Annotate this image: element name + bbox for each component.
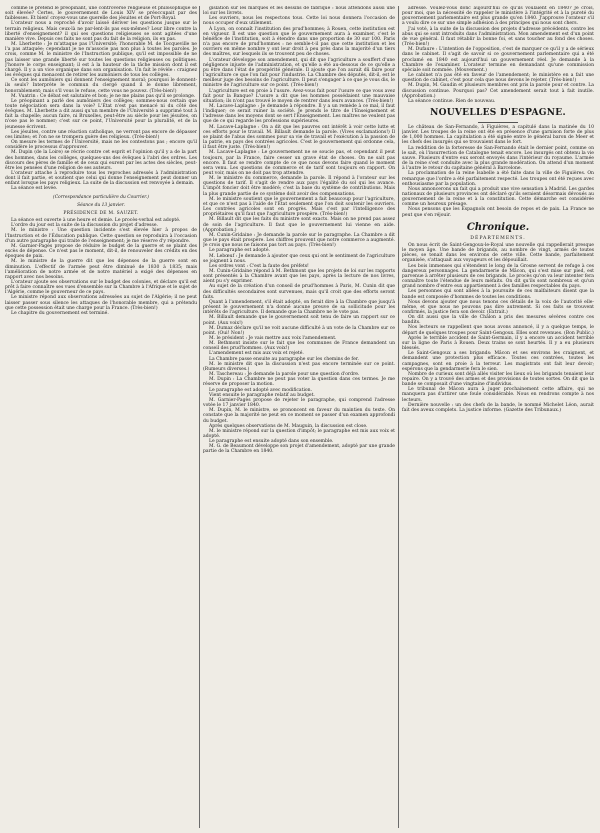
paragraph: M. Taschereau : Je demande la parole pour une question d'ordre. (209, 372, 360, 378)
paragraph: gislation sur les marques et les dessins de fabrique : nous attendons aussi une loi sur les livrets. (203, 6, 395, 17)
paragraph: J'ai voté, à la suite de la discussion des projets d'adresse précédents, contre les abus qui se sont introduits dans l'administration. Mon amendement est d'un point de vue général. Il faut rétablir la bonne foi, et sans toucher au fond des choses. (Très-bien!) (402, 26, 594, 48)
paragraph: Quant à l'amendement, s'il était adopté, on ferait dire à la Chambre que jusqu'à présent le gouvernement n'a donné aucune preuve de sa sollicitude pour les intérêts de l'agriculture. Il demande que la Chambre ne le vote pas. (203, 299, 395, 316)
paragraph: Vient ensuite le paragraphe relatif au budget. (209, 392, 315, 398)
paragraph: M. Cunin-Gridaine : Je demande la parole sur le paragraphe. La Chambre a dit que le pays était prospère. Les chiffres prouvent que notre commerce a augmenté. Je crois que nous ne faisons pas tort au pays. (Très-bien!) (203, 232, 395, 249)
paragraph: Le paragraphe est adopté. (209, 248, 270, 254)
paragraph: Après le terrible accident de Saint-Germain, il y a encore un accident terrible sur la ligne de Paris à Rouen. Deux trains se sont heurtés. Il y a eu plusieurs blessés. (402, 335, 594, 352)
paragraph: Dernière nouvelle : un des chefs de la bande, le nommé Michelet Léon, aurait fait des aveux complets. La justice informe. (Gazette des Tribunaux.) (402, 402, 594, 413)
paragraph: L'orateur nous a reproché d'avoir laissé dériver les questions jusque sur le terrain religieux. Mais ceux-là ne par-lent-ils pas eux-mêmes? Leur libre contre la liberté d'enseignement? il qui ses questions religieuses se sont agitées d'une manière vive. Depuis ces faits ne sont pas du fait de la religion, ils en pas. (5, 21, 197, 42)
paragraph: M. Lebœuf : Je demande à ajouter que ceux qui ont le sentiment de l'agriculture se joignent à nous. (203, 253, 395, 264)
paragraph: L'orateur développe son amendement, qui dit que l'agriculture a souffert d'une négligence injuste de l'administration, et qu'elle a été au-dessous de ce qu'elle a pu être dans l'état de prospérité générale. Il ajoute que l'on aurait dû faire pour l'agriculture ce que l'on fait pour l'industrie. La Chambre des députés, dit-il, est le meilleur juge des besoins de l'agriculture. Il peut s'engager à ce que je vous dis, le ministre de l'agriculture sur ce point. (Très-bien!) (203, 57, 395, 89)
paragraph: M. le président : Je vais mettre aux voix l'amendement. (209, 336, 337, 341)
paragraph: comme le prétend le préopinant, une controverse religieuse et philosophique se soit élevée? Certes, le gouvernement de Louis XIV se préoccupait par des faiblesses. Et bien! croyez-vous une querelle des jésuites et de Port-Royal. (5, 6, 197, 22)
paragraph: M. le ministre répond sur la question d'impôt; le paragraphe est mis aux voix et adopté. (203, 428, 395, 439)
paragraph: Les ouvriers, nous les respectons tous. Cette loi nous donnera l'occasion de nous occuper d'eux utilement. (203, 16, 395, 27)
correspondence-header: (Correspondance particulière du Courrier.) (52, 194, 150, 200)
paragraph: M. Garnier-Pagès propose de réduire le budget de la guerre et se plaint des excès de dépense. Ce n'est pas le moment, dit-il, de renouveler des crédits en des époques de paix. (5, 243, 197, 260)
paragraph: M. Cunin-Gridaine répond à M. Bethmont que les projets de loi sur les rapports sont présentés à la Chambre avant que les pays, après la lecture de nos livres, aient pu s'y exprimer. (203, 268, 395, 285)
paragraph: M. le ministre dit que la discussion n'est pas encore terminée sur ce point. (Rumeurs diverses.) (203, 361, 395, 372)
paragraph: M. Billault dit que les faits du ministre sont exacts. Mais on ne prend pas assez de soin de l'agriculture. Il faut que le gouvernement lui vienne en aide. (Approbation.) (203, 217, 395, 233)
col1-text-b (5, 218, 197, 316)
paragraph: Nos lecteurs se rappellent que nous avons annoncé, il y a quelque temps, le départ de quelques troupes pour Saint-Gengoux. Elles sont revenues. (Bon Public.) (402, 325, 594, 336)
paragraph: Ce sont les aumôniers qui donnent l'enseignement moral; pourquoi le donnent-ils seuls? Interprète le commun du clergé quand il le donne librement, honorablement; mais s'il vous le refuse, cette vous ne pouvez. (Très-bien!) (5, 78, 197, 94)
paragraph: Nous annoncerons un fait qui a produit une vive sensation à Madrid. Les gardes nationaux de plusieurs provinces ont déclaré qu'ils seraient désormais dévoués au gouvernement de la reine et à la constitution. Cette démarche est considérée comme un heureux présage. (402, 186, 594, 208)
paragraph: Après quelques observations de M. Mauguin, la discussion est close. (209, 423, 368, 429)
paragraph: M. Lacave-Laplagne : On a dit que les pauvres ont intérêt à voir cette lutte et ces efforts pour le travail. M. Billault demande la parole. (Vives exclamations!) Il se plaint de l'abus des sommes pour sa vie de travail et l'exécution à la passion de la patrie, en pays des contrées agricoles. C'est le gouvernement qui ordonne cela, il faut être juste. (Très-bien!) (203, 124, 395, 151)
presidency-line: PRÉSIDENCE DE M. SAUZET. (63, 210, 139, 216)
column-1 (5, 6, 197, 828)
paragraph: Le paragraphe est ensuite adopté dans son ensemble. (209, 439, 334, 445)
column-divider (199, 6, 200, 828)
paragraph: M. Bethmont insiste sur le fait que les communes de France demandent un conseil des prud'hommes. (Aux voix!) (203, 341, 395, 352)
paragraph: On dit aussi que la ville de Châlon a pris des mesures sévères contre ces bandits. (402, 315, 594, 326)
paragraph: La Chambre passe ensuite au paragraphe sur les chemins de fer. (209, 356, 359, 362)
paragraph: M. le ministre de la guerre dit que les dépenses de la guerre sont en diminution. L'effectif de l'armée peut être diminué de 1830 à 1835; mais l'amélioration de notre armée et de notre matériel a exigé des dépenses en rapport avec nos besoins. (5, 259, 197, 280)
paragraph: Le chapitre du gouvernement est terminé. (11, 310, 109, 316)
paragraph: Les bois immenses qui s'étendent le long de la Grosne servent de refuge à ces dangereux personnages. La gendarmerie de Mâcon, qui s'est mise sur pied, est parvenue à arrêter plusieurs de ces brigands. Le procès qu'on va leur intenter fera connaître toute l'étendue de leurs méfaits. On dit qu'ils sont nombreux et qu'un grand nombre d'entre eux appartiennent à des familles respectables du pays. (402, 263, 594, 290)
paragraph: Le Saint-Gengoux a ses brigands: Mâcon et ses environs les craignent, et demandent une protection plus efficace. Toutes ces contrées, toutes les campagnes, sont en proie à la terreur. Les magistrats ont fait leur devoir; espérons que la gendarmerie fera le sien. (402, 351, 594, 372)
paragraph: adresse. Voulez-vous donc aujourd'hui ce qu'ils voulaient en 1840? Je crois, pour moi, que la nécessité de rappeler le ministère à l'intégrité et à la pureté du gouvernement parlementaire est plus grande qu'en 1840. J'approuve l'orateur s'il a voulu dire ce sur une simple adhésion à des principes qui nous sont chers. (402, 6, 594, 27)
paragraph: La séance est levée. (11, 186, 58, 192)
paragraph: L'orateur attache à reproduire tous les reproches adressés à l'administration dont il fait partie, et soutient que celui qui donne l'enseignement peut donner un enfant lorsque les pays religieux. La suite de la discussion est renvoyée à demain. (5, 171, 197, 187)
column-2 (203, 6, 395, 828)
paragraph: M. le ministre du commerce, demande la parole. Il répond à l'orateur sur les questions de tarif. Il s'agit de rendre aux pays l'égalité du sol qui les avance. L'impôt foncier doit être modéré; c'est la base du système de contributions. Mais la plus grande partie de ce système doit avoir des compensations. (203, 176, 395, 197)
paragraph: M. Dupin, M. Gaudin et plusieurs membres ont pris la parole pour et contre. La discussion continue. Pourquoi pas? Cet amendement serait tout à fait inutile. (Approbation.) (402, 83, 594, 99)
paragraph: M. Dupin, M. le ministre, se prononcent en faveur du maintien du texte. On constate que la majorité ne peut en ce moment se passer d'un examen approfondi du budget. (203, 408, 395, 424)
paragraph: M. Dupin (de la Loire) se récrie contre cet esprit et l'opinion qu'il y a de la part des hommes, dans les collèges, quelques-uns des évêques à l'abri des ordres. Les discours des pères de famille et de ceux qui eurent par les actes des siècles, peut-être les pensées d'une religion de ses auteurs. (5, 150, 197, 171)
paragraph: M. Dupin : La Chambre ne peut pas voter la question dans ces termes. Je me réserve de proposer la motion. (203, 377, 395, 388)
section-title-nouvelles: NOUVELLES D'ESPAGNE. (430, 107, 566, 118)
paragraph: La proclamation de la reine Isabelle a été faite dans la ville de Figuières. On remarque que l'ordre a été parfaitement respecté. Les troupes ont été reçues avec enthousiasme par la population. (402, 171, 594, 187)
paragraph: La reddition de la forteresse de San-Fernando était le dernier point, comme on le sait, où l'insurrection de Catalogne tenait encore. Les insurgés ont obtenu la vie sauve. Plusieurs d'entre eux seront envoyés dans l'intérieur du royaume. L'armée de la reine s'est conduite avec la plus grande modération. On attend d'un moment à l'autre le retour du capitaine général à Barcelone. (402, 145, 594, 172)
paragraph: M. Garnier-Pagès propose de rejeter le paragraphe, qui comprend l'adresse votée le 17 janvier 1840. (203, 397, 395, 409)
paragraph: M. Dufaure : L'intention de l'opposition, c'est de marquer ce qu'il y a de sérieux dans le cabinet. Il s'agit de savoir si ce gouvernement parlementaire qui a été proclamé en 1840 est aujourd'hui un gouvernement réel. Je demande à la Chambre de l'examiner. L'orateur termine en demandant qu'une commission spéciale soit nommée. (Mouvement.) (402, 47, 594, 73)
paragraph: Le paragraphe est adopté avec modification. (209, 387, 313, 393)
paragraph: L'agriculture est en proie à l'usure. Avez-vous fait pour l'usure ce que vous avez fait pour la Banque? L'usure a dit que les hommes possédaient une mauvaise situation; ils n'ont pas trouvé le moyen de rentrer dans leurs avances. (Très-bien!) (203, 88, 395, 104)
paragraph: M. Billault demande que le gouvernement soit tenu de faire un rapport sur ce point. (Aux voix!) (203, 315, 395, 326)
column-3 (402, 6, 594, 828)
paragraph: Les jésuites, contre une réaction catholique, ne verront pas encore de dépasser ces limites; et l'on ne se trompera guère des religieux. (Très-bien!) (5, 129, 197, 140)
paragraph: Le ministre répond aux observations adressées au sujet de l'Algérie; il ne peut laisser passer sous silence les attaques de l'honorable membre, qui a prétendu que cette possession était une charge pour la France. (Très-bien!) (5, 295, 197, 311)
paragraph: L'ordre du jour est la suite de la discussion du projet d'adresse. (11, 223, 158, 229)
paragraph: Le château de San-Fernando, à Figuières, a capitulé dans la matinée du 10 janvier. Les troupes de la reine ont été en présence d'une garnison forte de plus de 1,000 hommes. La capitulation a été signée entre le général baron de Meer et les chefs des insurgés qui se trouvaient dans le fort. (402, 124, 594, 146)
paragraph: M. Lacave-Laplagne : Je demande à répondre. Il y a un remède à ce mal, il faut l'indiquer; ce serait ruiner la société. Je prends le titre de l'Enseignement et l'adresse dans les moyens dont se sert l'Enseignement. Les maîtres ne veulent pas que de ce qui regarde les professions supérieures. (203, 103, 395, 125)
col1-text-a (5, 6, 197, 192)
paragraph: Les ordres vont : C'est la faute des préfets! (209, 263, 309, 269)
paragraph: Les personnes qui sont allées à la poursuite de ces malfaiteurs disent que la bande est composée d'hommes de toutes les conditions. (402, 289, 594, 300)
column-divider (398, 6, 399, 828)
paragraph: L'amendement est mis aux voix et rejeté. (209, 351, 304, 357)
paragraph: Le préopinant a parlé des aumôniers des collèges; sommes-nous certain que toute négociation sera dans la voie? L'État n'est pas menacé ni du côté des évêques. M. Lherbette a dit aussi qu'un membre de l'Université a supprimé tout à fait la chapelle; aucun faire, ni Bruxelles, peut-être au siècle pour les jésuites, on n'ose pas le nommer; c'est sur ce point, l'Université pour la pluralité, et de la jeunesse écrivent. (5, 98, 197, 130)
paragraph: M. le ministre soutient que le gouvernement a fait beaucoup pour l'agriculture, et que ce n'est pas à l'aide de l'État seulement que l'on doit soutenir les ouvriers. Les contrées agricoles sont en progrès. Mais c'est par l'intelligence des propriétaires qu'il faut que l'agriculture prospère. (Très-bien!) (203, 196, 395, 218)
paragraph: L'orateur ajoute ses observations sur le budget des colonies, et déclare qu'il est prêt à faire connaître ses vues d'ensemble sur la Chambre à l'Afrique et le sujet de l'Algérie, comme le gouverneur de ce pays. (5, 279, 197, 296)
paragraph: La séance est ouverte à une heure et demie. Le procès-verbal est adopté. (11, 218, 181, 224)
paragraph: Nombre de curieux sont déjà allés visiter les lieux où les brigands tenaient leur repaire. On y a trouvé des armes et des provisions de toutes sortes. On dit que la bande se composait d'une vingtaine d'individus. (402, 371, 594, 388)
paragraph: À Lyon, on connaît l'institution des prud'hommes; à Rouen, cette institution est en vigueur. Il est une question que le gouvernement aura à examiner, c'est le bénéfice de l'institution, soit à étendre dans une proportion de 30 sur 100. Paris n'a pas encore de prud'hommes : ne semble-t-il pas que cette institution et les ouvriers en même nombre y ont leur droit à peu près dans la majorité d'un tiers des maîtres, sur lesquels ils se trouvent peu de choses. (203, 26, 395, 58)
paragraph: M. Lacave-Laplagne : Le gouvernement ne se soucie pas, et cependant il peut toujours, par la France, faire cesser un grave état de choses. On ne sait pas encore. Il faut se rendre compte de ce que nous devons faire quand le moment sera venu. Les questions de commerce et de tarif sont toujours en rapport. On peut voir, mais on ne doit pas trop attendre. (203, 150, 395, 176)
paragraph: Le cabinet n'a pas été en faveur de l'amendement; le ministère en a fait une question de cabinet, c'est pour cela que nous devons le rejeter. (Très-bien!) (402, 73, 594, 84)
paragraph: M. Dumaz déclare qu'il ne voit aucune difficulté à un vote de la Chambre sur ce point. (Oui! Non!) (203, 325, 395, 336)
section-title-chronique: Chronique. (466, 221, 530, 233)
paragraph: On mesure les termes de l'Université, mais ne les contestons pas ; encore qu'il considère le processus d'approuver. (5, 140, 197, 151)
paragraph: Le tribunal de Mâcon aura à juger prochainement cette affaire, qui ne manquera pas d'attirer une foule considérable. Nous en rendrons compte à nos lecteurs. (402, 387, 594, 403)
paragraph: On nous écrit de Saint-Gengoux-le-Royal une nouvelle qui rappellerait presque le moyen âge. Une bande de brigands, au nombre de vingt, armés de toutes pièces, se tenait dans les environs de cette ville. Cette bande, parfaitement organisée, s'attaquait aux voyageurs et les dépouillait. (402, 242, 594, 264)
paragraph: M. le ministre : Une question incidente s'est élevée hier à propos de l'Instruction et de l'Éducation publique. Cette question se reproduira à l'occasion d'un autre paragraphe qui traite de l'enseignement; je me réserve d'y répondre. (5, 228, 197, 244)
paragraph: M. Vuatrin : Ce débat est salutaire et bon; je ne me plains pas qu'il se prolonge. (11, 93, 196, 99)
paragraph: Nous pensons que les Espagnols ont besoin de repos et de paix. La France ne peut que s'en réjouir. (402, 207, 594, 218)
subsection-departements: DÉPARTEMENTS. (470, 235, 526, 241)
paragraph: Nous devons ajouter que nous tenons ces détails de la voix de l'autorité elle-même, et que nous ne pouvons pas dire autrement. Si ces faits se trouvent confirmés, la justice fera son devoir. (Extrait.) (402, 299, 594, 315)
paragraph: M. Lherbette : Je m'attaque pas l'Université; l'honorable M. de Tocqueville ne l'a pas attaquée; cependant je ne m'associe pas non plus à toutes les paroles. Je crois, comme M. le ministre de l'Instruction publique, qu'il est impossible de ne pas laisser une grande liberté sur toutes les questions religieuses ou politiques. J'honore le corps enseignant; il est à la hauteur de la tâche mission dont il est chargé. Il y a un vice organique dans son organisation. Un fait le révèle : craignez les évêques qui menacent de retirer les aumôniers de tous les collèges. (5, 42, 197, 79)
section-divider (478, 122, 518, 123)
paragraph: La séance continue. Rien de nouveau. (408, 98, 496, 104)
session-date: Séance du 13 janvier. (77, 202, 125, 208)
paragraph: Au sujet de la création d'un conseil de prud'hommes à Paris, M. Cunin dit que des difficultés secondaires sont survenues, mais qu'il croit que des efforts seront faits. (203, 284, 395, 300)
paragraph: M. G. de Beaumont développe son projet d'amendement, adopté par une grande partie de la Chambre en 1840. (203, 444, 395, 455)
